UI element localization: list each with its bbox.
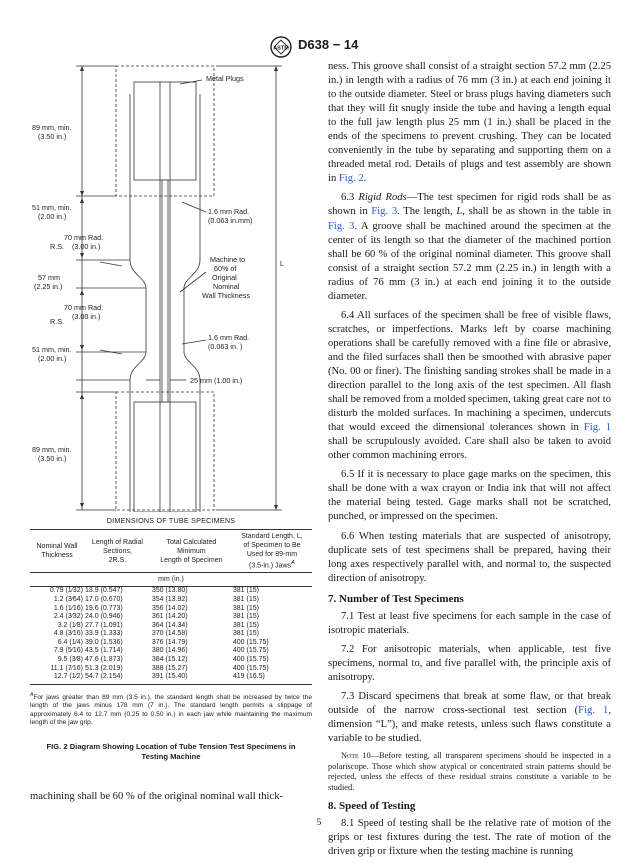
table-title: DIMENSIONS OF TUBE SPECIMENS (106, 516, 236, 525)
h2-line2: Sections, (103, 547, 132, 555)
label-70mm-rad-bottom: 70 mm Rad. (64, 303, 104, 312)
table-cell: 381 (15) (232, 604, 259, 612)
table-cell: 381 (15) (232, 630, 259, 638)
link-fig-2[interactable]: Fig. 2 (338, 173, 364, 185)
top-metal-plug (134, 82, 196, 180)
table-cell: 384 (15.12) (151, 656, 188, 664)
table-cell: 361 (14.20) (151, 613, 188, 621)
table-cell: 24.0 (0.946) (85, 613, 123, 621)
label-57mm-in: (2.25 in.) (34, 282, 63, 291)
figure-caption: FIG. 2 Diagram Showing Location of Tube Tension Test Specimens in Testing Machine (46, 741, 296, 761)
table-cell: 364 (14.34) (151, 621, 188, 629)
paragraph-6-6: 6.6 When testing materials that are suspected of anisotropy, duplicate sets of test specimens shall be prepared, having their long axes respectively parallel with, and normal to, the suspected direction of anisotropy. (328, 530, 611, 584)
table-cell: 33.9 (1.333) (85, 630, 123, 638)
p2-b: . The length, (397, 206, 457, 218)
label-89mm-bottom-in: (3.50 in.) (38, 454, 67, 463)
label-machine-to: Machine to (210, 255, 246, 264)
label-70mm-rad-top: 70 mm Rad. (64, 233, 104, 242)
page-header (0, 36, 638, 58)
label-original: Original (212, 273, 237, 282)
table-cell: 51.3 (2.019) (85, 664, 123, 672)
label-1-6mm-rad-top: 1.6 mm Rad. (208, 207, 250, 216)
p3-b: shall be scrupulously avoided. Care shall also be taken to avoid other common machining errors. (328, 436, 611, 462)
label-1-6mm-rad-top-in: (0.063 in.mm) (208, 216, 253, 225)
table-cell: 376 (14.79) (151, 638, 188, 646)
col-header-total-length (151, 530, 232, 573)
table-row (30, 647, 312, 656)
h2-line1: Length of Radial (91, 538, 143, 546)
h3-line2: Minimum (177, 547, 206, 555)
table-cell: 7.9 (5⁄16) (53, 647, 83, 655)
note-label: Note (341, 751, 359, 761)
h1-line2: Thickness (41, 552, 73, 560)
p8-a: 7.3 Discard specimens that break at some flaw, or that break outside of the narrow cross-sectional test section ( (328, 690, 611, 717)
table-cell: 13.9 (0.547) (85, 587, 123, 595)
col-header-radial-length (84, 530, 151, 573)
paragraph-6-3 (328, 191, 611, 303)
table-cell: 4.8 (3⁄16) (53, 630, 83, 638)
units-row: mm (in.) (30, 573, 312, 587)
label-89mm-top: 89 mm, min. (32, 123, 72, 132)
table-cell: 12.7 (1⁄2) (30, 673, 84, 684)
table-cell: 391 (15.40) (151, 673, 232, 684)
label-metal-plugs: Metal Plugs (206, 74, 244, 83)
label-51mm-top: 51 mm, min. (32, 203, 72, 212)
link-fig-1-b[interactable]: Fig. 1 (578, 705, 609, 717)
note-10 (328, 751, 611, 793)
h4-footnote-mark: A (291, 560, 295, 566)
p2-c: , shall be as shown in the table in (462, 206, 612, 218)
paragraph-6-5: 6.5 If it is necessary to place gage marks on the specimen, this shall be done with a wax crayon or India ink that will not affect the material being tested. Gage marks shall not be scratched, punched, or impressed on the specimen. (328, 469, 611, 523)
label-length-L: L (280, 259, 284, 268)
table-cell: 354 (13.92) (151, 595, 188, 603)
table-row (30, 587, 312, 596)
link-fig-1[interactable]: Fig. 1 (583, 422, 612, 434)
table-cell: 419 (16.5) (232, 673, 312, 684)
table-cell: 39.0 (1.536) (85, 638, 123, 646)
tube-dimensions-table (30, 516, 312, 762)
note-num: 10 (358, 751, 371, 761)
table-cell: 43.5 (1.714) (85, 647, 123, 655)
table-cell: 370 (14.58) (151, 630, 188, 638)
table-cell: 350 (13.80) (151, 587, 188, 595)
label-51mm-top-in: (2.00 in.) (38, 212, 67, 221)
table-cell: 356 (14.02) (151, 604, 188, 612)
label-51mm-bottom: 51 mm, min. (32, 345, 72, 354)
table-cell: 400 (15.75) (232, 647, 269, 655)
table-row (30, 665, 312, 674)
paragraph-8-1: 8.1 Speed of testing shall be the relative rate of motion of the grips or test fixtures during the test. The rate of motion of the driven grip or fixture when the testing machine is running (328, 818, 611, 858)
table-cell: 381 (15) (232, 621, 259, 629)
label-57mm: 57 mm (38, 273, 60, 282)
table-cell: 17.0 (0.670) (85, 595, 123, 603)
link-fig-3[interactable]: Fig. 3 (371, 206, 398, 218)
table-cell: 3.2 (1⁄8) (57, 621, 83, 629)
p2-L: L (456, 206, 463, 218)
label-rs-bottom: R.S. (50, 317, 64, 326)
table-cell: 380 (14.96) (151, 647, 188, 655)
bottom-metal-plug (134, 402, 196, 512)
footnote-text: For jaws greater than 89 mm (3.5 in.), the standard length shall be increased by twice the length of the jaws minus 178 mm (7 in.). The standard length permits a slippage of approximately 6.4 to 12.7 mm (0.25 to 0.50 in.) in each jaw while maintaining the maximum length of the jaw grip. (30, 694, 312, 727)
table-cell: 54.7 (2.154) (84, 673, 151, 684)
h2-line3: 2R.S. (108, 556, 127, 564)
p3-a: 6.4 All surfaces of the specimen shall be free of visible flaws, scratches, or imperfections. Marks left by coarse machining operations shall be carefully removed with a fine file or abrasive, and the filed surfaces shall then be smoothed with abrasive paper (No. 00 or finer). The finishing sanding strokes shall be made in a direction parallel to the long axis of the test specimen. All flash shall be removed from a molded specimen, taking great care not to disturb the molded surfaces. In machining a specimen, undercuts that would exceed the dimensional tolerances shown in (328, 309, 611, 434)
page-number: 5 (316, 818, 322, 828)
label-89mm-bottom: 89 mm, min. (32, 445, 72, 454)
label-51mm-bottom-in: (2.00 in.) (38, 354, 67, 363)
label-89mm-top-in: (3.50 in.) (38, 132, 67, 141)
link-fig-3-b[interactable]: Fig. 3 (328, 220, 355, 232)
document-id: D638 − 14 (298, 37, 359, 52)
p2-title: Rigid Rods (358, 192, 407, 204)
figure-2-diagram (30, 62, 310, 512)
h4-line2: of Specimen to Be (243, 542, 301, 549)
h3-line3: Length of Specimen (160, 556, 223, 564)
table-row (30, 673, 312, 684)
table-row (30, 596, 312, 605)
label-25mm: 25 mm (1.00 in.) (190, 376, 243, 385)
table-cell: 2.4 (3⁄32) (53, 613, 83, 621)
table-cell: 47.6 (1.873) (85, 656, 123, 664)
label-1-6mm-rad-bottom-in: (0.063 in. ) (208, 342, 243, 351)
col-header-wall-thickness (30, 530, 84, 573)
p8-b: , dimension “L”), and make retests, unless such flaws constitute a variable to be studied. (328, 705, 611, 745)
table-cell: 400 (15.75) (232, 656, 269, 664)
logo-text: ASTM (273, 45, 289, 52)
section-7-heading: 7. Number of Test Specimens (328, 592, 464, 605)
h1-line1: Nominal Wall (36, 543, 78, 551)
table-cell: 1.6 (1⁄16) (53, 604, 83, 612)
note-text: —Before testing, all transparent specimens should be inspected in a polariscope. Those which show atypical or concentrated strain patterns should be rejected, unless the effects of these residual strains constitute a variable to be studied. (328, 751, 611, 792)
p2-num: 6.3 (341, 192, 359, 204)
col-header-standard-length (232, 530, 312, 573)
h3-line1: Total Calculated (166, 538, 217, 546)
left-column-continuation: machining shall be 60 % of the original nominal wall thick- (30, 791, 284, 802)
h4-line3: Used for 89-mm (246, 551, 298, 558)
p2-d: . A groove shall be machined around the specimen at the center of its length so that the diameter of the machined portion shall be 60 % of the original nominal diameter. This groove shall consist of a straight section 57.2 mm (2.25 in.) in length with a radius of 76 mm (3 in.) at each end joining it to the outside diameter. (328, 220, 611, 302)
table-footnote (30, 691, 312, 728)
table-row (30, 605, 312, 614)
table-cell: 27.7 (1.091) (85, 621, 123, 629)
h4-line4: (3.5-in.) Jaws (248, 562, 291, 570)
table-cell: 400 (15.75) (232, 638, 269, 646)
table-cell: 19.6 (0.773) (85, 604, 123, 612)
label-nominal: Nominal (213, 282, 240, 291)
table-cell: 381 (15) (232, 587, 259, 595)
table-cell: 381 (15) (232, 595, 259, 603)
table-cell: 0.79 (1⁄32) (49, 587, 83, 595)
table-cell: 6.4 (1⁄4) (57, 638, 83, 646)
paragraph-7-2: 7.2 For anisotropic materials, when applicable, test five specimens, normal to, and five parallel with, the principle axis of anisotropy. (328, 643, 611, 683)
astm-logo-icon (270, 36, 292, 58)
table-cell: 1.2 (3⁄64) (53, 595, 83, 603)
table-row (30, 613, 312, 622)
paragraph-6-4 (328, 309, 611, 464)
table-row (30, 630, 312, 639)
label-70mm-rad-bottom-in: (3.00 in.) (72, 312, 101, 321)
section-8-heading: 8. Speed of Testing (328, 800, 416, 813)
label-1-6mm-rad-bottom: 1.6 mm Rad. (208, 333, 250, 342)
table-cell: 400 (15.75) (232, 664, 269, 672)
p2-a: —The test specimen for rigid rods shall be as shown in (328, 192, 612, 218)
h4-line1: Standard Length, L, (241, 533, 303, 540)
label-rs-top: R.S. (50, 242, 64, 251)
paragraph-7-1: 7.1 Test at least five specimens for each sample in the case of isotropic materials. (328, 610, 611, 636)
table-row (30, 622, 312, 631)
p1-end: . (363, 173, 367, 185)
label-60-percent: 60% of (214, 264, 237, 273)
table-cell: 381 (15) (232, 613, 259, 621)
table-cell: 388 (15.27) (151, 664, 188, 672)
table-body (30, 587, 312, 685)
table-cell: 9.5 (3⁄8) (57, 656, 83, 664)
p1-text: ness. This groove shall consist of a straight section 57.2 mm (2.25 in.) in length with a radius of 76 mm (3 in.) at each end joining it to the outside diameter. Steel or brass plugs having diameters such that they will fit snugly inside the tube and having a length equal to the full jaw length plus 25 mm (1 in.) shall be placed in the ends of the specimens to prevent crushing. They can be located conveniently in the tube by separating and supporting them on a threaded metal rod. Details of plugs and test assembly are shown in (328, 61, 611, 185)
table-cell: 11.1 (7⁄16) (50, 664, 83, 672)
label-70mm-rad-top-in: (3.00 in.) (72, 242, 101, 251)
table-row (30, 656, 312, 665)
paragraph-6-2-cont (328, 60, 611, 186)
label-wall-thickness: Wall Thickness (202, 291, 250, 300)
paragraph-7-3 (328, 690, 611, 746)
right-column-text (328, 60, 611, 864)
table-row (30, 639, 312, 648)
footnote-marker: A (30, 691, 34, 698)
